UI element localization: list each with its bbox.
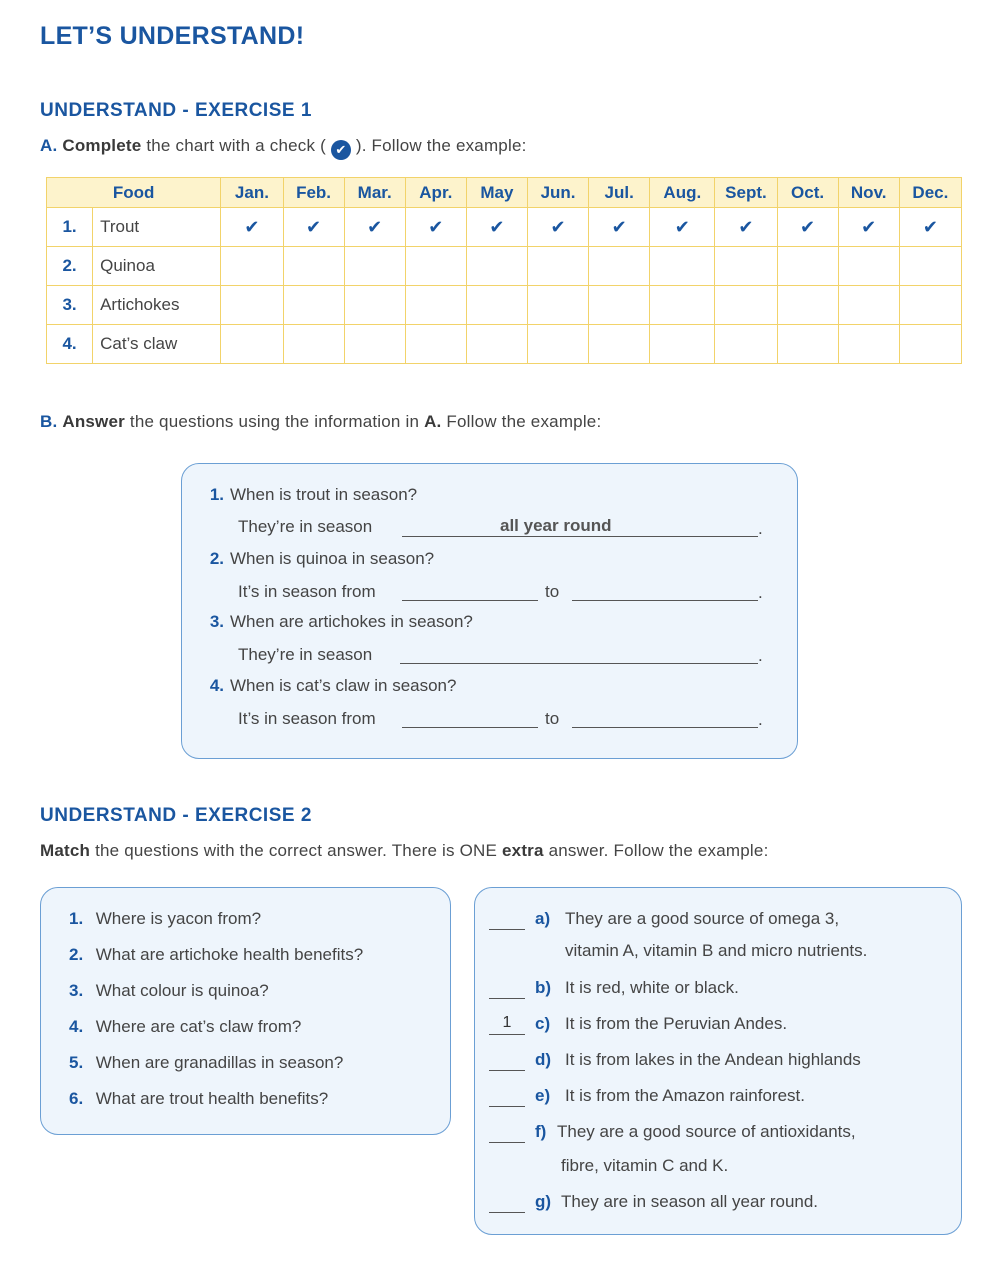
match-question-3: 3. What colour is quinoa?	[69, 981, 269, 1000]
food-name: Artichokes	[93, 286, 221, 325]
period: .	[758, 646, 763, 665]
check-cell[interactable]: ✔	[899, 208, 961, 247]
question-text: When is trout in season?	[230, 485, 418, 504]
check-cell[interactable]	[283, 247, 344, 286]
answer-prefix-3: They’re in season	[238, 645, 373, 664]
answer-line-2b[interactable]	[572, 580, 758, 601]
row-number: 3.	[47, 286, 93, 325]
check-cell[interactable]	[650, 325, 715, 364]
month-header: Apr.	[405, 178, 466, 208]
check-cell[interactable]	[589, 247, 650, 286]
check-cell[interactable]: ✔	[715, 208, 777, 247]
food-name: Quinoa	[93, 247, 221, 286]
check-cell[interactable]	[715, 286, 777, 325]
partA-text: the chart with a check (	[146, 136, 326, 155]
check-cell[interactable]: ✔	[777, 208, 838, 247]
answer-blank[interactable]	[489, 1086, 525, 1107]
check-cell[interactable]: ✔	[589, 208, 650, 247]
instr-text: the questions with the correct answer. There is ONE	[95, 841, 498, 860]
answer-blank[interactable]	[489, 1050, 525, 1071]
instr-end: answer. Follow the example:	[548, 841, 769, 860]
season-chart	[46, 177, 962, 364]
partB-text: the questions using the information in	[129, 412, 420, 431]
answer-prefix-1: They’re in season	[238, 517, 373, 536]
answer-line-2a[interactable]	[402, 580, 538, 601]
partA-verb: Complete	[62, 136, 142, 155]
check-cell[interactable]	[715, 325, 777, 364]
partA-label: A.	[40, 136, 58, 155]
check-cell[interactable]	[221, 247, 283, 286]
month-header: Jan.	[221, 178, 283, 208]
instr-bold: extra	[502, 841, 544, 860]
check-cell[interactable]	[777, 286, 838, 325]
question-text: When is cat’s claw in season?	[230, 676, 457, 695]
month-header: Jun.	[528, 178, 589, 208]
chart-row	[47, 286, 962, 325]
instr-verb: Match	[40, 841, 91, 860]
question-text: When is quinoa in season?	[230, 549, 435, 568]
check-circle-icon: ✔	[331, 140, 351, 160]
check-cell[interactable]: ✔	[466, 208, 527, 247]
question-number: 1.	[209, 485, 224, 504]
check-cell[interactable]	[466, 325, 527, 364]
check-cell[interactable]	[589, 325, 650, 364]
check-cell[interactable]	[283, 286, 344, 325]
answer-line-4b[interactable]	[572, 707, 758, 728]
check-cell[interactable]	[405, 325, 466, 364]
answer-blank[interactable]	[489, 978, 525, 999]
check-cell[interactable]	[899, 247, 961, 286]
check-cell[interactable]	[528, 325, 589, 364]
check-cell[interactable]: ✔	[650, 208, 715, 247]
partB-questions-box	[181, 463, 798, 759]
check-cell[interactable]: ✔	[528, 208, 589, 247]
question-number: 4.	[209, 676, 224, 695]
period: .	[758, 519, 763, 538]
answer-prefix-2: It’s in season from	[238, 582, 376, 601]
match-question-4: 4. Where are cat’s claw from?	[69, 1017, 302, 1036]
partB-text-after: Follow the example:	[446, 412, 602, 431]
month-header: Aug.	[650, 178, 715, 208]
to-label: to	[545, 709, 560, 728]
month-header: Dec.	[899, 178, 961, 208]
exercise2-title: UNDERSTAND - EXERCISE 2	[40, 805, 312, 826]
check-cell[interactable]	[650, 286, 715, 325]
question-number: 3.	[209, 612, 224, 631]
answers-box: a) They are a good source of omega 3, vitamin A, vitamin B and micro nutrients. b) It is red, white or black. 1 c) It is from the Peruvian Andes. d) It is from lakes in the Andean highlands e) It is from the Amazon rainforest. f) They are a good source of antioxidants, fibre, vitamin C and K. g) They are in season all year round.	[474, 887, 962, 1235]
exercise1-title: UNDERSTAND - EXERCISE 1	[40, 100, 312, 121]
check-cell[interactable]	[466, 247, 527, 286]
match-question-6: 6. What are trout health benefits?	[69, 1089, 329, 1108]
question-number: 2.	[209, 549, 224, 568]
to-label: to	[545, 582, 560, 601]
check-cell[interactable]	[838, 247, 899, 286]
check-cell[interactable]	[405, 286, 466, 325]
answer-line-3[interactable]	[400, 643, 758, 664]
check-cell[interactable]	[344, 286, 405, 325]
partB-ref: A.	[424, 412, 442, 431]
answer-blank[interactable]: 1	[489, 1014, 525, 1035]
match-question-5: 5. When are granadillas in season?	[69, 1053, 344, 1072]
page-title: LET’S UNDERSTAND!	[40, 22, 305, 50]
chart-row	[47, 208, 962, 247]
period: .	[758, 583, 763, 602]
chart-row	[47, 247, 962, 286]
check-cell[interactable]	[344, 247, 405, 286]
check-cell[interactable]	[528, 286, 589, 325]
row-number: 1.	[47, 208, 93, 247]
month-header: Mar.	[344, 178, 405, 208]
month-header: Oct.	[777, 178, 838, 208]
month-header: Jul.	[589, 178, 650, 208]
row-number: 2.	[47, 247, 93, 286]
answer-prefix-4: It’s in season from	[238, 709, 376, 728]
month-header: Feb.	[283, 178, 344, 208]
exercise1-partA-instruction	[40, 136, 527, 160]
row-number: 4.	[47, 325, 93, 364]
check-cell[interactable]	[777, 325, 838, 364]
month-header: Nov.	[838, 178, 899, 208]
food-name: Trout	[93, 208, 221, 247]
match-question-1: 1. Where is yacon from?	[69, 909, 262, 928]
check-cell[interactable]	[221, 325, 283, 364]
month-header: Sept.	[715, 178, 777, 208]
check-cell[interactable]	[589, 286, 650, 325]
check-cell[interactable]	[221, 286, 283, 325]
exercise2-instruction	[40, 841, 769, 861]
check-cell[interactable]	[838, 286, 899, 325]
check-cell[interactable]	[466, 286, 527, 325]
check-cell[interactable]	[777, 247, 838, 286]
check-cell[interactable]: ✔	[405, 208, 466, 247]
check-cell[interactable]	[283, 325, 344, 364]
food-header: Food	[47, 178, 221, 208]
check-cell[interactable]: ✔	[344, 208, 405, 247]
questions-box	[40, 887, 451, 1135]
check-cell[interactable]: ✔	[838, 208, 899, 247]
check-cell[interactable]	[715, 247, 777, 286]
check-cell[interactable]	[650, 247, 715, 286]
partA-text-after: ). Follow the example:	[355, 136, 527, 155]
check-cell[interactable]: ✔	[283, 208, 344, 247]
month-header: May	[466, 178, 527, 208]
answer-blank[interactable]	[489, 909, 525, 930]
check-cell[interactable]	[344, 325, 405, 364]
match-question-2: 2. What are artichoke health benefits?	[69, 945, 364, 964]
answer-blank[interactable]	[489, 1192, 525, 1213]
answer-blank[interactable]	[489, 1122, 525, 1143]
check-cell[interactable]	[838, 325, 899, 364]
check-cell[interactable]	[899, 325, 961, 364]
food-name: Cat’s claw	[93, 325, 221, 364]
partB-label: B.	[40, 412, 58, 431]
check-cell[interactable]	[899, 286, 961, 325]
partB-verb: Answer	[62, 412, 125, 431]
check-cell[interactable]: ✔	[221, 208, 283, 247]
chart-row	[47, 325, 962, 364]
exercise1-partB-instruction	[40, 412, 601, 432]
check-cell[interactable]	[405, 247, 466, 286]
question-text: When are artichokes in season?	[230, 612, 473, 631]
answer-line-4a[interactable]	[402, 707, 538, 728]
answer-example: all year round	[500, 516, 612, 535]
check-cell[interactable]	[528, 247, 589, 286]
period: .	[758, 710, 763, 729]
